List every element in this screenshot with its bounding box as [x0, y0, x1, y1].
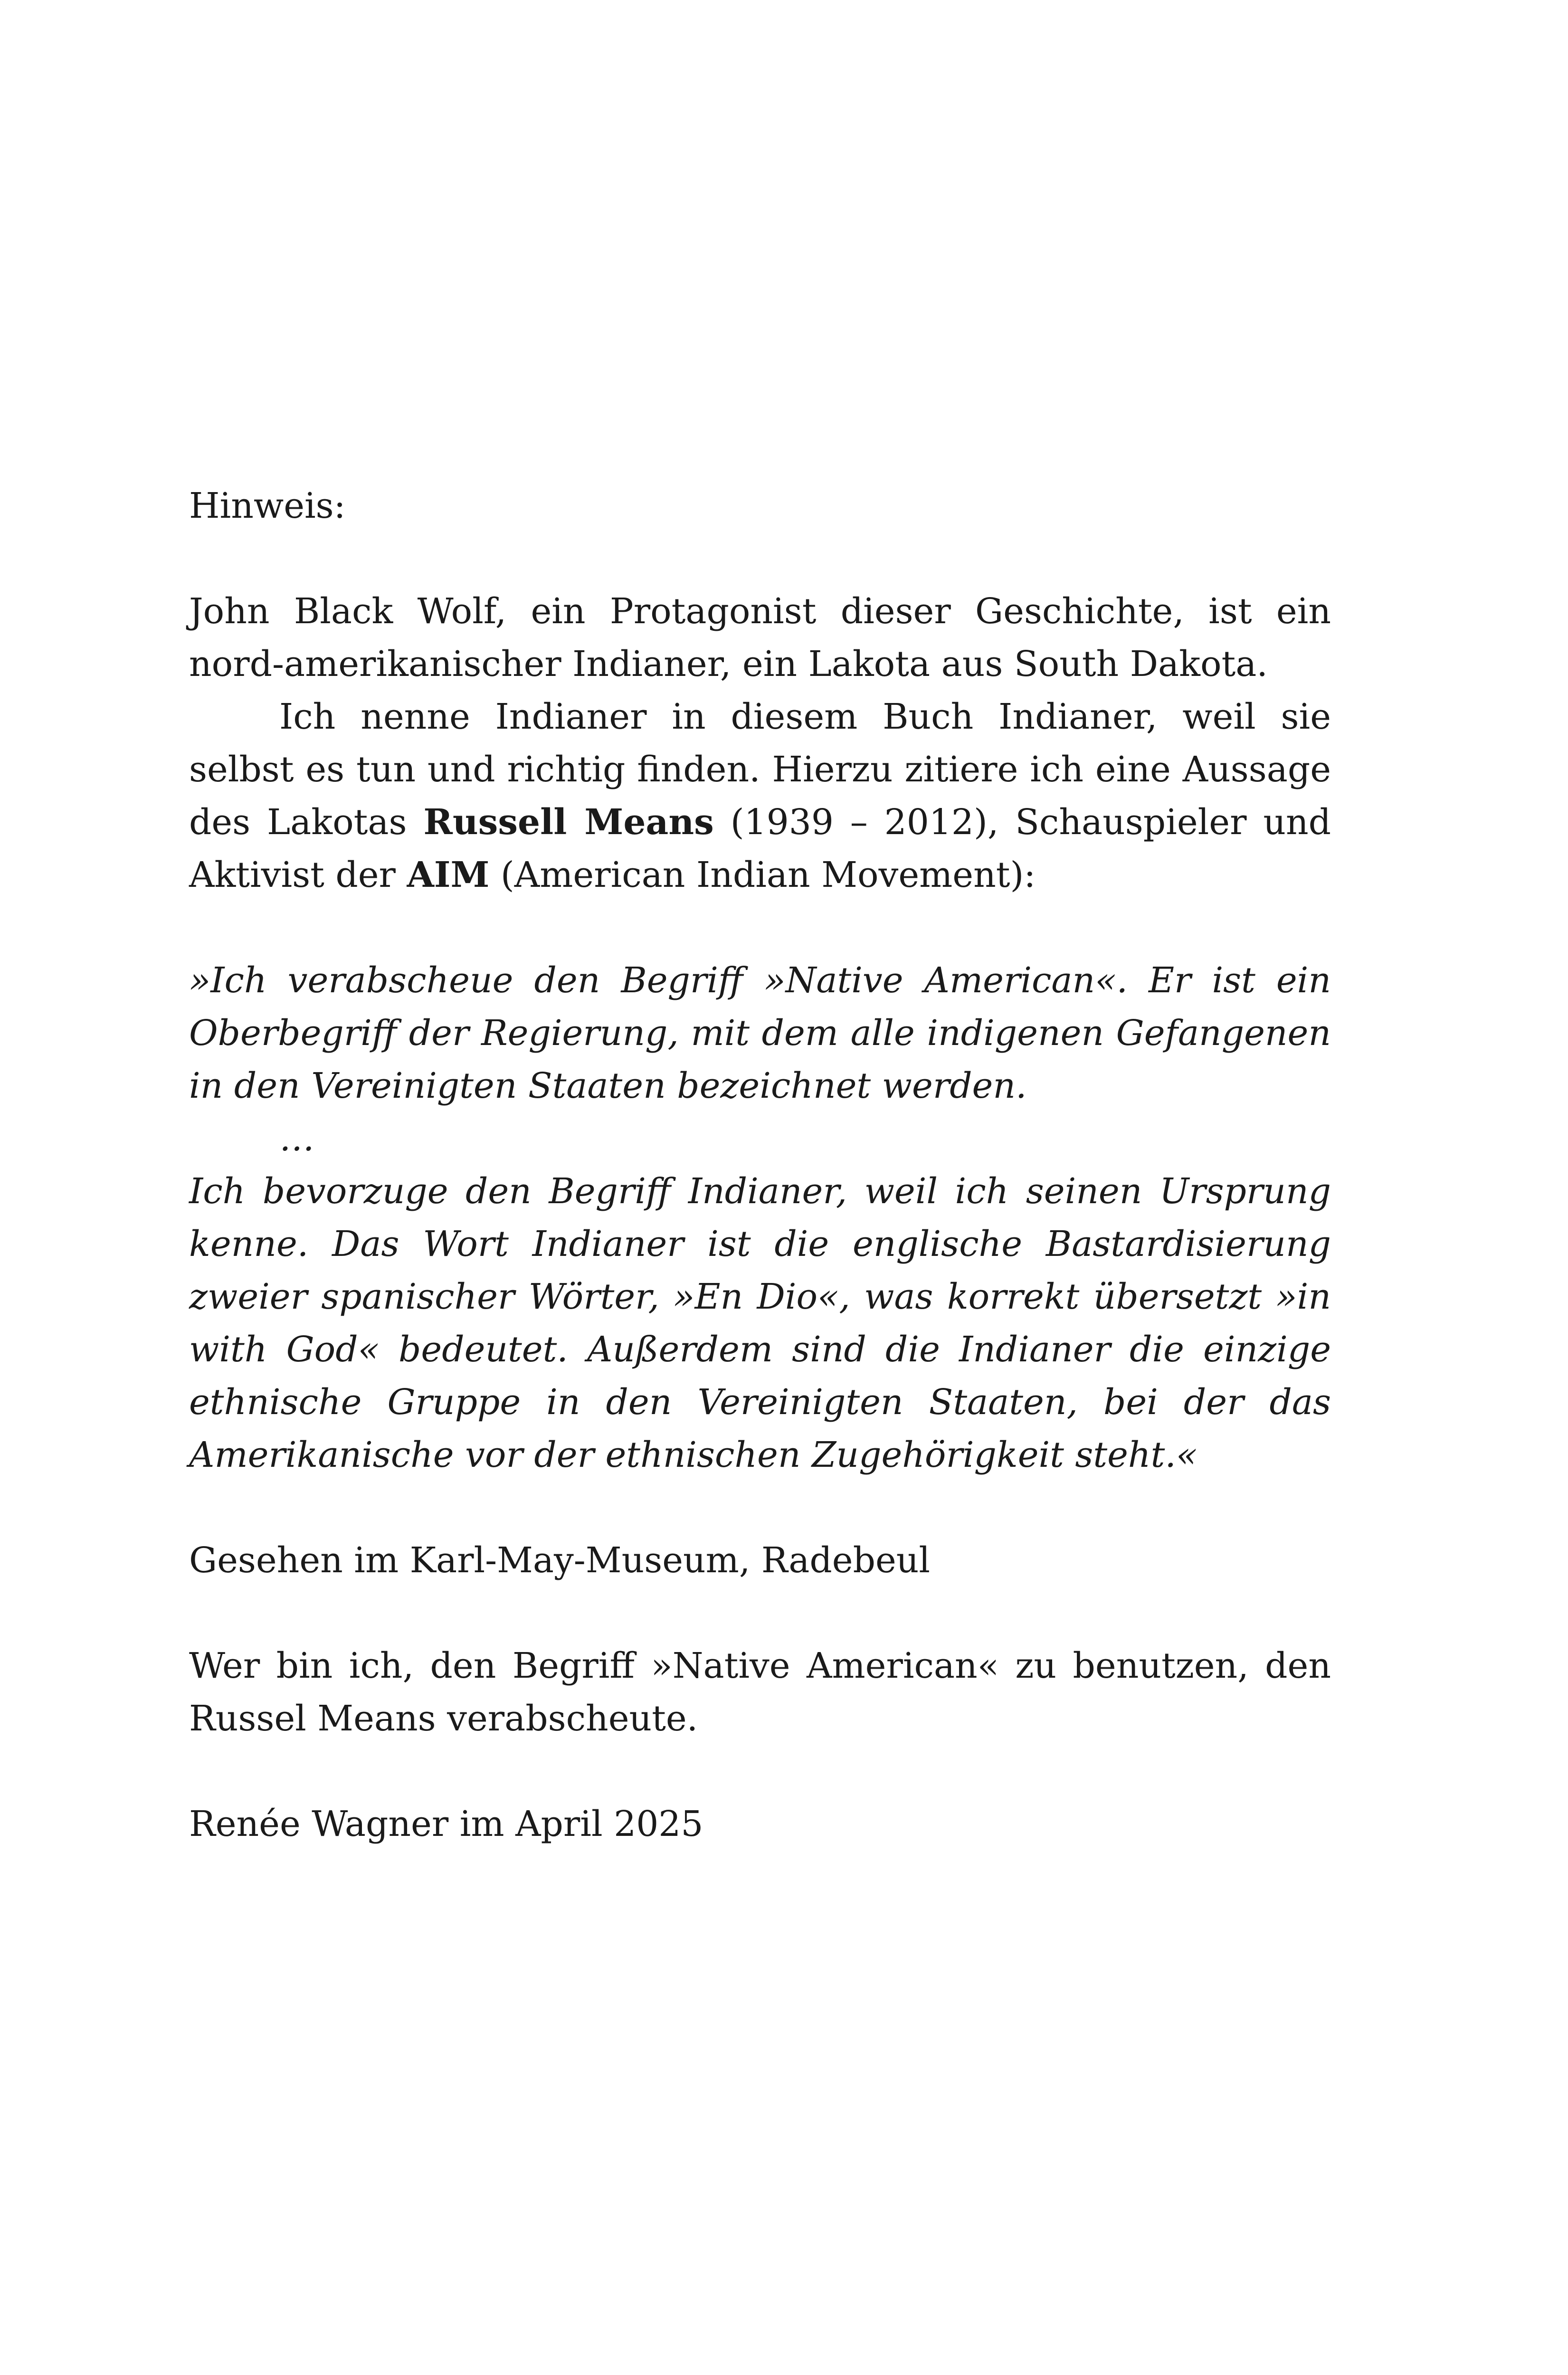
intro-paragraph-1: John Black Wolf, ein Protagonist dieser Geschichte, ist ein nord-amerikanischer Indianer, ein Lakota aus South Dakota. [189, 591, 1331, 684]
quote-part-2: Ich bevorzuge den Begriff Indianer, weil ich seinen Ursprung kenne. Das Wort Indianer ist die englische Bastardisierung zweier spanischer Wörter, »En Dio«, was korrekt übersetzt »in with God« bedeutet. Außerdem sind die Indianer die einzige ethnische Gruppe in den Vereinigten Staaten, bei der das Amerikanische vor der ethnischen Zugehörigkeit steht.« [189, 1171, 1331, 1475]
page-text-block [189, 480, 1331, 1851]
spacer [189, 902, 1331, 954]
person-name: Russell Means [423, 802, 714, 843]
spacer [189, 532, 1331, 585]
intro-text-after: (American Indian Movement): [489, 855, 1036, 895]
note-heading: Hinweis: [189, 485, 346, 526]
spacer [189, 1587, 1331, 1640]
intro-text-middle: (1939 – 2012), Schauspieler und Aktivist der [189, 802, 1331, 895]
quote-part-1: »Ich verabscheue den Begriff »Native American«. Er ist ein Oberbegriff der Regierung, mit dem alle indigenen Gefangenen in den Vereinigten Staaten bezeichnet werden. [189, 960, 1331, 1106]
spacer [189, 1745, 1331, 1798]
source-line: Gesehen im Karl-May-Museum, Radebeul [189, 1540, 931, 1581]
author-signature: Renée Wagner im April 2025 [189, 1804, 703, 1844]
intro-paragraph-2 [189, 691, 1331, 902]
intro-text-before-name: Ich nenne Indianer in diesem Buch Indianer, weil sie selbst es tun und richtig finden. Hierzu zitiere ich eine Aussage des Lakotas [189, 696, 1331, 843]
closing-paragraph: Wer bin ich, den Begriff »Native American« zu benutzen, den Russel Means verabscheute. [189, 1645, 1331, 1739]
quote-ellipsis: … [279, 1118, 314, 1159]
organization-abbreviation: AIM [407, 855, 490, 895]
spacer [189, 1482, 1331, 1534]
